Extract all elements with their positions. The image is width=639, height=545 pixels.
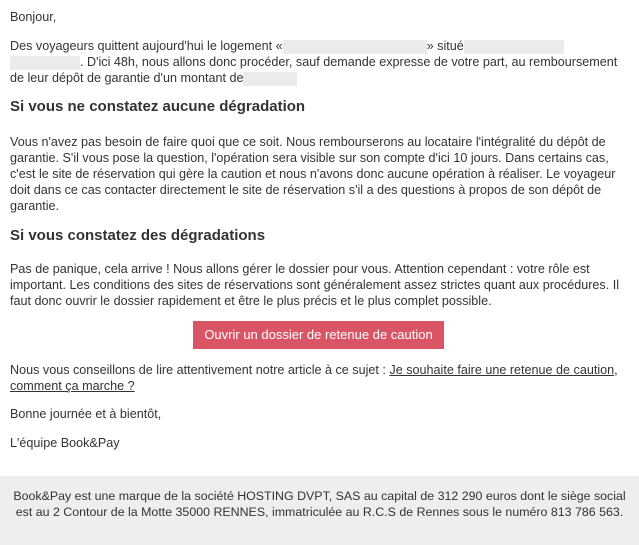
legal-footer xyxy=(0,476,639,545)
intro-text-part3: . D'ici 48h, nous allons donc procéder, sauf demande expresse de votre part, au remboursement de leur dépôt de garantie d'un montant de xyxy=(10,55,618,85)
open-deposit-claim-button[interactable]: Ouvrir un dossier de retenue de caution xyxy=(193,321,444,349)
damage-heading: Si vous constatez des dégradations xyxy=(10,227,266,244)
intro-paragraph xyxy=(10,38,630,86)
no-damage-paragraph: Vous n'avez pas besoin de faire quoi que ce soit. Nous rembourserons au locataire l'intégralité du dépôt de garantie. S'il vous pose la question, l'opération sera visible sur son compte d'ici 10 jours. Dans certains cas, c'est le site de réservation qui gère la caution et nous n'avons donc aucune opération à réaliser. Le voyageur doit dans ce cas contacter directement le site de réservation s'il a des questions à propos de son dépôt de garantie. xyxy=(10,135,616,213)
intro-text-part2: » situé xyxy=(426,39,464,53)
deposit-article-link[interactable]: Je souhaite faire une retenue de caution, comment ça marche ? xyxy=(10,363,618,393)
closing-text: Bonne journée et à bientôt, xyxy=(10,407,162,421)
intro-text-part1: Des voyageurs quittent aujourd'hui le logement « xyxy=(10,39,283,53)
redacted-deposit-amount xyxy=(243,72,297,86)
redacted-address-line1 xyxy=(464,40,564,54)
footer-text: Book&Pay est une marque de la société HOSTING DVPT, SAS au capital de 312 290 euros dont le siège social est au 2 Contour de la Motte 35000 RENNES, immatriculée au R.C.S de Rennes sous le numéro 813 786 563. xyxy=(13,489,626,519)
no-damage-heading: Si vous ne constatez aucune dégradation xyxy=(10,98,306,115)
damage-paragraph: Pas de panique, cela arrive ! Nous allons gérer le dossier pour vous. Attention cependant : votre rôle est important. Les conditions des sites de réservations sont généralement assez strictes quant aux procédures. Il faut donc ouvrir le dossier rapidement et être le plus précis et le plus complet possible. xyxy=(10,262,620,308)
redacted-property-name xyxy=(283,40,427,54)
advice-text: Nous vous conseillons de lire attentivement notre article à ce sujet : xyxy=(10,363,386,377)
advice-paragraph xyxy=(10,362,630,394)
signature-text: L'équipe Book&Pay xyxy=(10,436,120,450)
greeting-text: Bonjour, xyxy=(10,10,57,24)
redacted-address-line2 xyxy=(10,56,80,70)
